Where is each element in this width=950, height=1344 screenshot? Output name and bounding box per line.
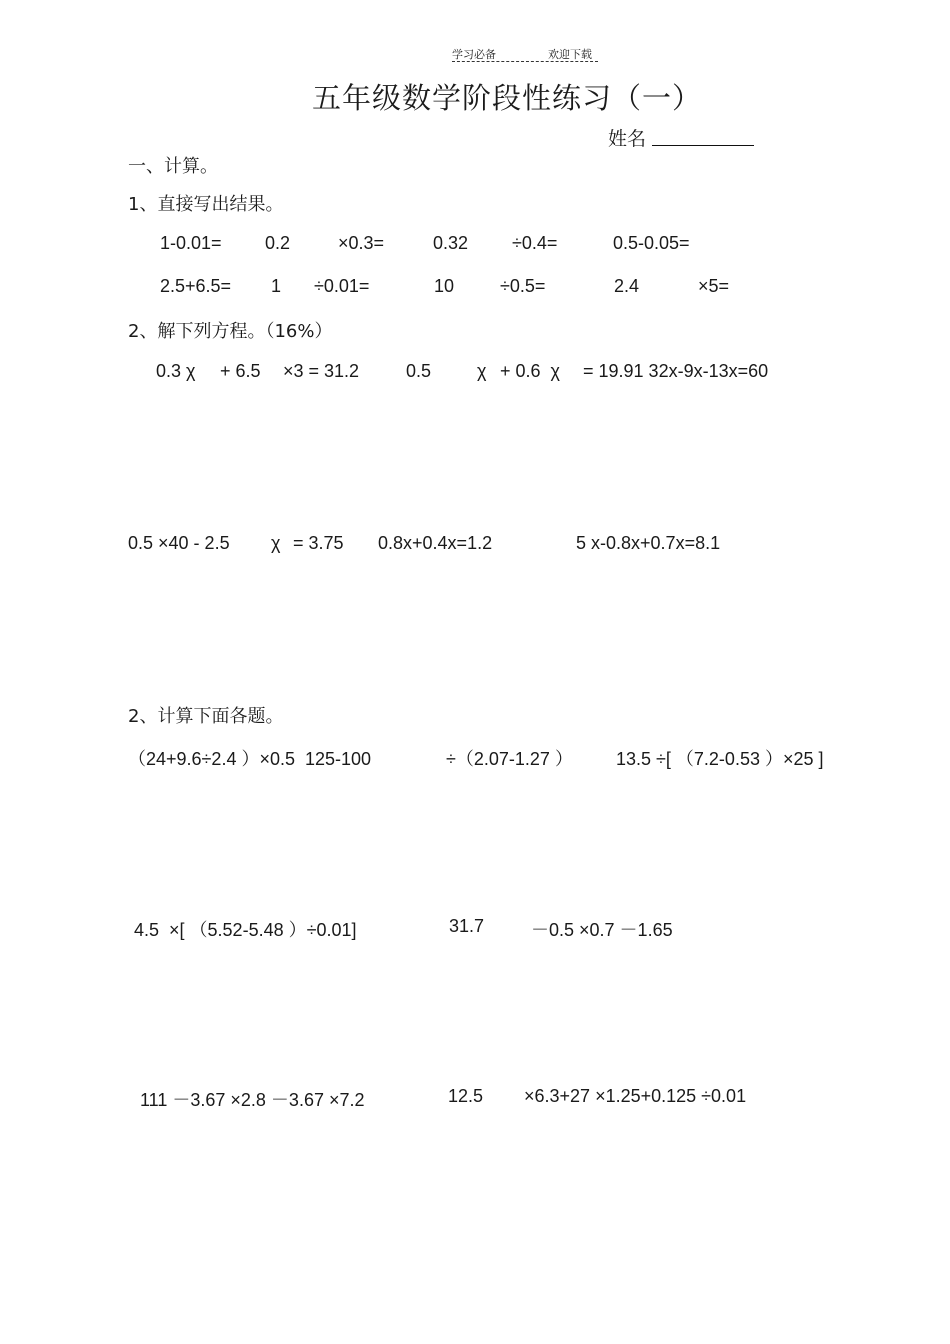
part2-heading: 2、解下列方程。（16%） xyxy=(128,321,333,342)
problem-text: 111 －3.67 ×2.8 －3.67 ×7.2 xyxy=(140,1090,365,1110)
header-left-text: 学习必备 xyxy=(452,48,496,61)
part3-heading: 2、计算下面各题。 xyxy=(128,706,284,727)
equation-text: 0.5 xyxy=(406,361,432,381)
problem-text: ÷0.4= xyxy=(512,233,558,253)
header-right-text: 欢迎下载 xyxy=(548,48,592,61)
problem-text: （24+9.6÷2.4 ）×0.5 125-100 xyxy=(128,749,372,769)
problem-text: －0.5 ×0.7 －1.65 xyxy=(531,920,673,940)
equation-text: + 0.6 χ xyxy=(500,361,560,381)
problem-text: 2.5+6.5= xyxy=(160,276,232,296)
problem-text: ÷0.5= xyxy=(500,276,546,296)
problem-text: 1 xyxy=(271,276,282,296)
equation-text: = 3.75 xyxy=(293,533,344,553)
problem-text: 0.5-0.05= xyxy=(613,233,690,253)
equation-text: 0.8x+0.4x=1.2 xyxy=(378,533,493,553)
name-label: 姓名 xyxy=(608,128,647,150)
problem-text: 31.7 xyxy=(449,916,485,936)
problem-text: 0.2 xyxy=(265,233,291,253)
page-title: 五年级数学阶段性练习（一） xyxy=(312,81,703,115)
problem-text: 10 xyxy=(434,276,455,296)
problem-text: 13.5 ÷[ （7.2-0.53 ）×25 ] xyxy=(616,749,824,769)
section-heading: 一、计算。 xyxy=(128,156,218,177)
name-blank-line xyxy=(652,145,754,146)
problem-text: ÷0.01= xyxy=(314,276,370,296)
problem-text: ×5= xyxy=(698,276,730,296)
problem-text: 12.5 xyxy=(448,1086,484,1106)
equation-text: 0.3 χ xyxy=(156,361,196,381)
equation-text: χ xyxy=(477,361,487,381)
equation-text: + 6.5 xyxy=(220,361,261,381)
part1-heading: 1、直接写出结果。 xyxy=(128,194,284,215)
problem-text: ×6.3+27 ×1.25+0.125 ÷0.01 xyxy=(524,1086,747,1106)
problem-text: 4.5 ×[ （5.52-5.48 ）÷0.01] xyxy=(134,920,357,940)
equation-text: ×3 = 31.2 xyxy=(283,361,360,381)
problem-text: ×0.3= xyxy=(338,233,385,253)
problem-text: 0.32 xyxy=(433,233,469,253)
equation-text: = 19.91 32x-9x-13x=60 xyxy=(583,361,769,381)
header-divider xyxy=(452,61,598,62)
problem-text: ÷（2.07-1.27 ） xyxy=(446,749,573,769)
problem-text: 1-0.01= xyxy=(160,233,222,253)
equation-text: χ xyxy=(271,533,281,553)
equation-text: 5 x-0.8x+0.7x=8.1 xyxy=(576,533,721,553)
problem-text: 2.4 xyxy=(614,276,640,296)
equation-text: 0.5 ×40 - 2.5 xyxy=(128,533,230,553)
